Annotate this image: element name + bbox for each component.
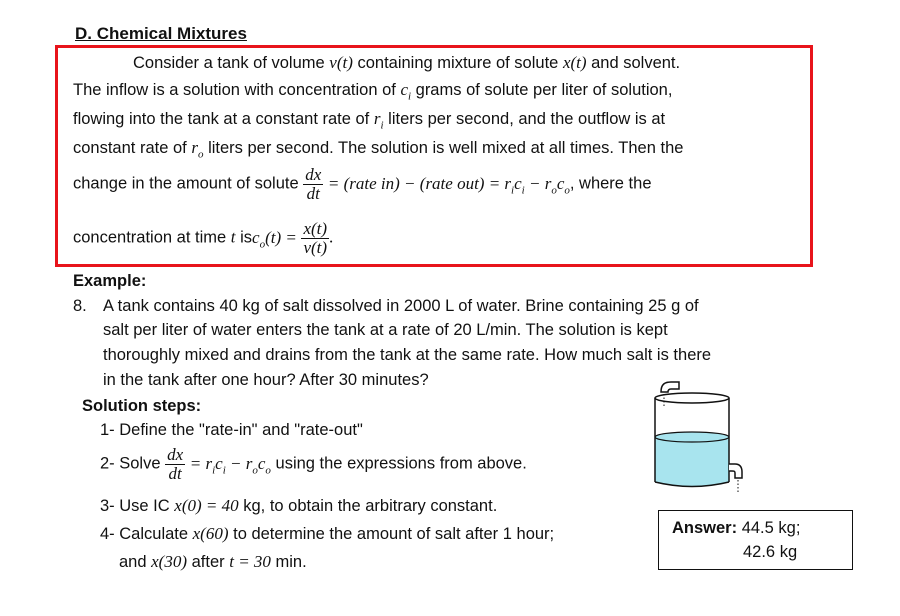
math-initial-condition: x(0) = 40 bbox=[174, 496, 239, 515]
math-ci: $c_i$ bbox=[400, 80, 412, 103]
text: grams of solute per liter of solution, bbox=[415, 81, 673, 99]
concentration-fraction: $\frac{x(t)}{v(t)}$ bbox=[303, 219, 328, 257]
rate-equation: = (rate in) − (rate $out) = r_ic_i - r_oc_o$ bbox=[327, 173, 570, 197]
math-x60: x(60) bbox=[192, 524, 229, 543]
derivative-fraction: $\frac{dx}{dt}$ bbox=[167, 445, 184, 483]
tank-illustration-icon bbox=[645, 378, 745, 498]
section-title: D. Chemical Mixtures bbox=[75, 24, 247, 43]
example-label: Example: bbox=[73, 272, 147, 290]
text: is bbox=[240, 228, 253, 247]
example-line-1: A tank contains 40 kg of salt dissolved in 2000 L of water. Brine containing 25 g of bbox=[103, 297, 699, 315]
math-t: t bbox=[230, 227, 236, 247]
math-x: x(t) bbox=[562, 53, 587, 72]
text: , where the bbox=[569, 174, 652, 193]
solution-heading: Solution steps: bbox=[82, 397, 202, 415]
text: min. bbox=[275, 553, 307, 571]
text: change in the amount of solute bbox=[73, 174, 299, 193]
math-ri: $r_i$ bbox=[373, 109, 384, 132]
text: and solvent. bbox=[591, 54, 681, 72]
math-co: $c_o(t)$ = bbox=[252, 227, 297, 251]
text: and bbox=[119, 553, 147, 571]
math-v: v(t) bbox=[329, 53, 353, 72]
math-t30: t = 30 bbox=[229, 552, 271, 571]
derivative-fraction: $\frac{dx}{dt}$ bbox=[305, 165, 322, 203]
example-line-4: in the tank after one hour? After 30 minutes? bbox=[103, 371, 429, 389]
definition-line-1 bbox=[133, 53, 680, 73]
example-number: 8. bbox=[73, 297, 87, 315]
solution-step-4-continued bbox=[119, 552, 307, 572]
solution-step-4 bbox=[100, 524, 554, 544]
definition-line-4 bbox=[73, 138, 683, 160]
text: Consider a tank of volume bbox=[133, 54, 325, 72]
text: concentration at time bbox=[73, 228, 227, 247]
math-x30: x(30) bbox=[151, 552, 187, 571]
text: to determine the amount of salt after 1 hour; bbox=[233, 525, 555, 543]
solution-step-3 bbox=[100, 496, 497, 516]
answer-label: Answer: bbox=[672, 519, 738, 537]
text: using the expressions from above. bbox=[275, 454, 527, 473]
text: liters per second, and the outflow is at bbox=[388, 110, 666, 128]
text: liters per second. The solution is well mixed at all times. Then the bbox=[208, 139, 684, 157]
definition-line-6: concentration at time t isc$_o$(t) = $\frac{x(t)}{v(t)}$ . bbox=[73, 219, 334, 257]
math-rate-difference: = $r_ic_i - r_oc_o$ bbox=[189, 453, 271, 477]
solution-step-1: 1- Define the "rate-in" and "rate-out" bbox=[100, 421, 363, 439]
text: 2- Solve bbox=[100, 454, 161, 473]
text: kg, to obtain the arbitrary constant. bbox=[243, 497, 498, 515]
math-ro: $r_o$ bbox=[191, 138, 204, 161]
answer-value-2: 42.6 kg bbox=[743, 543, 798, 561]
text: flowing into the tank at a constant rate of bbox=[73, 110, 370, 128]
definition-line-5 bbox=[73, 166, 652, 203]
text: containing mixture of solute bbox=[357, 54, 559, 72]
answer-value-1: 44.5 kg; bbox=[741, 519, 801, 537]
text: after bbox=[191, 553, 225, 571]
text: 3- Use IC bbox=[100, 497, 170, 515]
text: 4- Calculate bbox=[100, 525, 189, 543]
text: constant rate of bbox=[73, 139, 187, 157]
definition-line-3 bbox=[73, 109, 665, 131]
example-line-3: thoroughly mixed and drains from the tank at the same rate. How much salt is there bbox=[103, 346, 712, 364]
example-line-2: salt per liter of water enters the tank at a rate of 20 L/min. The solution is kept bbox=[103, 321, 668, 339]
answer-line-1 bbox=[672, 519, 800, 538]
definition-line-2 bbox=[73, 80, 672, 102]
text: The inflow is a solution with concentration of bbox=[73, 81, 396, 99]
solution-step-2 bbox=[100, 446, 527, 483]
